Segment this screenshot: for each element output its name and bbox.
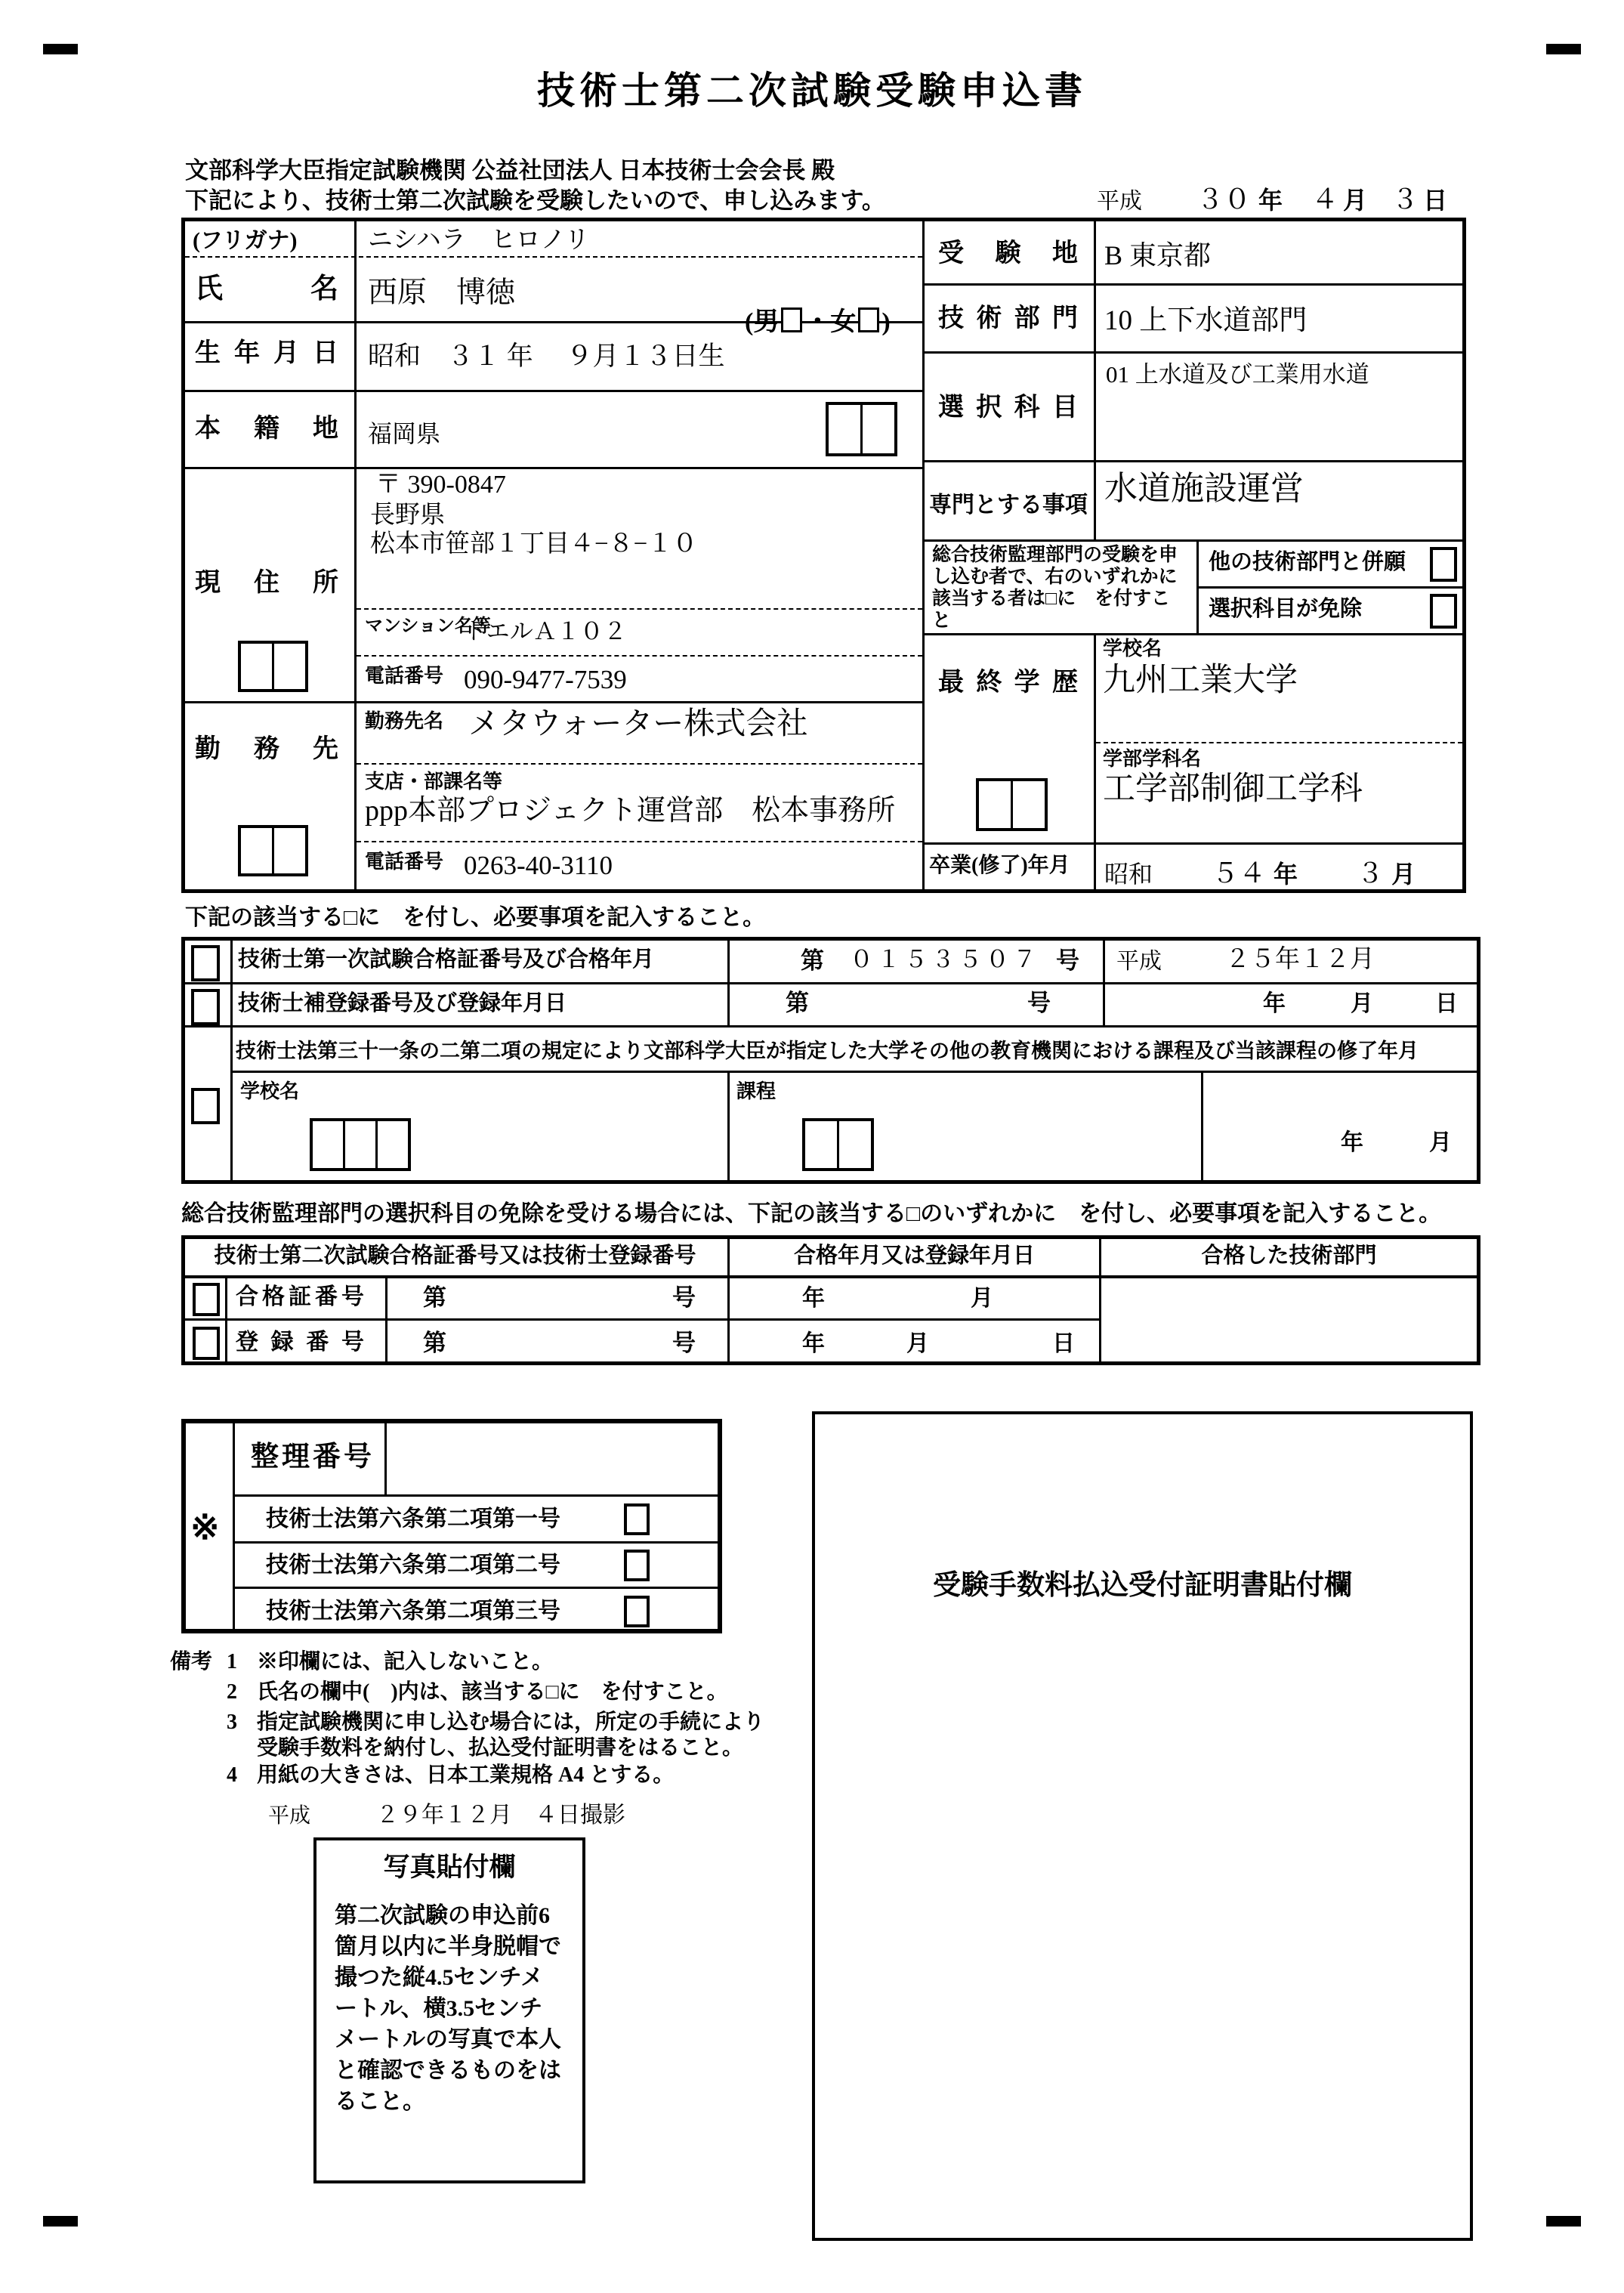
assistant-reg-checkbox (191, 989, 220, 1025)
note3-text-line2: 受験手数料を納付し、払込受付証明書をはること。 (257, 1736, 744, 1760)
graduation-year: ５４ (1212, 858, 1267, 888)
page-title: 技術士第二次試験受験申込書 (537, 70, 1087, 112)
designated-course-checkbox (191, 1088, 220, 1124)
school-value: 九州工業大学 (1103, 663, 1298, 698)
date-month: ４ (1311, 184, 1339, 215)
first-exam-no-suffix: 号 (1056, 947, 1079, 974)
pass-cert-label: 合格証番号 (236, 1284, 364, 1309)
photo-instruction-line: ートル、横3.5センチ (335, 1996, 543, 2021)
photo-date-text: ２９年１２月 ４日撮影 (376, 1803, 625, 1828)
building-label: マンション名等 (365, 617, 491, 636)
section3-instruction: 総合技術監理部門の選択科目の免除を受ける場合には、下記の該当する□のいずれかに を付し、必要事項を記入すること。 (181, 1201, 1442, 1226)
registration-no-suffix: 号 (672, 1330, 696, 1356)
gender-close: ) (881, 308, 891, 337)
gender-note (719, 278, 891, 366)
law-item3-label: 技術士法第六条第二項第三号 (266, 1599, 560, 1624)
building-value: ドエルＡ１０２ (464, 618, 627, 644)
graduation-month: ３ (1357, 858, 1385, 888)
law-item2-label: 技術士法第六条第二項第二号 (266, 1553, 560, 1578)
home-phone-value: 090-9477-7539 (464, 665, 627, 694)
branch-label: 支店・部課名等 (365, 771, 503, 793)
first-exam-checkbox (191, 945, 220, 981)
section3-col2-header: 合格年月又は登録年月日 (793, 1244, 1035, 1268)
domicile-value: 福岡県 (368, 420, 441, 447)
sogo-option1-checkbox (1430, 547, 1457, 582)
course-year-unit: 年 (1341, 1130, 1363, 1155)
first-exam-date: ２５年１２月 (1225, 946, 1375, 973)
registration-day-unit: 日 (1052, 1331, 1075, 1356)
assistant-month-unit: 月 (1351, 991, 1373, 1016)
specialty-value: 水道施設運営 (1104, 470, 1304, 507)
note1-number: 1 (227, 1650, 237, 1673)
pass-cert-year-unit: 年 (802, 1286, 825, 1311)
home-phone-label: 電話番号 (365, 665, 444, 687)
branch-value: ppp本部プロジェクト運営部 松本事務所 (365, 795, 896, 827)
exam-location-value: B 東京都 (1104, 240, 1212, 270)
section3-col1-header: 技術士第二次試験合格証番号又は技術士登録番号 (214, 1244, 696, 1268)
pass-cert-checkbox (193, 1283, 220, 1316)
photo-box-instructions (335, 1900, 561, 2117)
address-line1: 長野県 (370, 502, 445, 529)
subject-label: 選択科目 (938, 394, 1078, 422)
department-label: 学部学科名 (1103, 748, 1202, 770)
photo-instruction-line: メートルの写真で本人 (335, 2027, 561, 2052)
furigana-label: (フリガナ) (193, 228, 298, 253)
name-value: 西原 博徳 (368, 277, 516, 309)
first-exam-label: 技術士第一次試験合格証番号及び合格年月 (238, 947, 655, 972)
graduation-era: 昭和 (1104, 861, 1153, 888)
law-item1-label: 技術士法第六条第二項第一号 (266, 1507, 560, 1531)
address-label: 現住所 (195, 569, 338, 597)
address-code-box (238, 641, 308, 692)
postal-code: 〒 390-0847 (375, 471, 506, 499)
assistant-year-unit: 年 (1263, 991, 1286, 1016)
company-label: 勤務先名 (365, 710, 444, 732)
pass-cert-no-suffix: 号 (672, 1284, 696, 1311)
gender-female-label: ・女 (804, 308, 857, 337)
pass-cert-month-unit: 月 (971, 1286, 993, 1311)
assistant-reg-label: 技術士補登録番号及び登録年月日 (238, 991, 567, 1015)
section3-col3-header: 合格した技術部門 (1201, 1244, 1377, 1268)
corner-mark (1546, 44, 1581, 54)
course-month-unit: 月 (1429, 1130, 1452, 1155)
payment-certificate-label: 受験手数料払込受付証明書貼付欄 (933, 1570, 1352, 1601)
registration-month-unit: 月 (906, 1331, 929, 1356)
course-school-label: 学校名 (240, 1080, 300, 1102)
photo-instruction-line: と確認できるものをは (335, 2058, 561, 2083)
photo-date-era: 平成 (268, 1804, 311, 1828)
graduation-value (1104, 852, 1416, 891)
date-year: ３０ (1196, 184, 1252, 215)
birth-value: 昭和 ３１ 年 ９月１３日生 (368, 341, 725, 371)
note3-text-line1: 指定試験機関に申し込む場合には，所定の手続により (257, 1710, 765, 1734)
corner-mark (43, 2216, 78, 2227)
assistant-no-prefix: 第 (786, 990, 809, 1016)
exam-location-label: 受験地 (938, 239, 1078, 267)
registration-checkbox (193, 1327, 220, 1360)
address-line2: 松本市笹部１丁目４−８−１０ (370, 530, 698, 558)
graduation-year-unit: 年 (1274, 861, 1298, 888)
date-era: 平成 (1097, 189, 1142, 214)
registration-label: 登録番号 (236, 1330, 364, 1355)
gender-male-label: (男 (745, 308, 780, 337)
notes-prefix: 備考 (170, 1650, 213, 1673)
corner-mark (43, 44, 78, 54)
first-exam-number: ０１５３５０７ (850, 946, 1040, 972)
photo-box-title: 写真貼付欄 (383, 1853, 516, 1882)
law-item3-checkbox (624, 1596, 650, 1627)
photo-instruction-line: 箇月以内に半身脱帽で (335, 1934, 561, 1959)
law-item1-checkbox (624, 1503, 650, 1535)
first-exam-no-prefix: 第 (801, 947, 824, 974)
date-month-unit: 月 (1343, 187, 1368, 214)
course-code-box (802, 1118, 874, 1171)
note4-text: 用紙の大きさは、日本工業規格 A4 とする。 (257, 1763, 675, 1787)
registration-year-unit: 年 (802, 1331, 825, 1356)
first-exam-era: 平成 (1116, 949, 1162, 974)
registration-no-prefix: 第 (423, 1330, 446, 1356)
date-day: ３ (1391, 184, 1419, 215)
application-line: 下記により、技術士第二次試験を受験したいので、申し込みます。 (185, 187, 885, 214)
pass-cert-no-prefix: 第 (423, 1284, 446, 1311)
specialty-label: 専門とする事項 (929, 493, 1088, 518)
law-item2-checkbox (624, 1550, 650, 1581)
domicile-label: 本籍地 (195, 415, 338, 443)
company-value: メタウォーター株式会社 (468, 706, 808, 740)
male-checkbox (781, 307, 802, 332)
application-date (1097, 178, 1447, 217)
note1-text: ※印欄には、記入しないこと。 (257, 1650, 554, 1673)
corner-mark (1546, 2216, 1581, 2227)
photo-instruction-line: 撮つた縦4.5センチメ (335, 1965, 544, 1990)
female-checkbox (858, 307, 879, 332)
furigana-value: ニシハラ ヒロノリ (368, 227, 590, 254)
assistant-no-suffix: 号 (1027, 990, 1051, 1016)
note3-number: 3 (227, 1710, 237, 1734)
workplace-code-box (238, 825, 308, 876)
assistant-day-unit: 日 (1435, 991, 1458, 1016)
domicile-code-box (826, 402, 897, 456)
tech-division-value: 10 上下水道部門 (1104, 305, 1308, 336)
work-phone-value: 0263-40-3110 (464, 851, 613, 880)
name-label: 氏名 (195, 273, 338, 304)
note2-text: 氏名の欄中( )内は、該当する□に を付すこと。 (257, 1680, 728, 1704)
education-label: 最終学歴 (938, 669, 1078, 697)
department-value: 工学部制御工学科 (1103, 771, 1363, 807)
graduation-month-unit: 月 (1391, 861, 1416, 888)
note4-number: 4 (227, 1763, 237, 1787)
course-school-code-box (310, 1118, 411, 1171)
workplace-label: 勤務先 (195, 735, 338, 763)
serial-number-label: 整理番号 (251, 1442, 372, 1473)
course-label: 課程 (736, 1080, 776, 1102)
sogo-option2-label: 選択科目が免除 (1209, 597, 1363, 621)
note2-number: 2 (227, 1680, 237, 1704)
photo-instruction-line: 第二次試験の申込前6 (335, 1903, 550, 1928)
payment-certificate-box (812, 1411, 1473, 2241)
sogo-note: 総合技術監理部門の受験を申し込む者で、右のいずれかに該当する者は□に を付すこと (932, 545, 1178, 631)
recipient-line: 文部科学大臣指定試験機関 公益社団法人 日本技術士会会長 殿 (185, 157, 835, 184)
tech-division-label: 技術部門 (938, 304, 1078, 332)
education-code-box (976, 778, 1048, 831)
graduation-label: 卒業(修了)年月 (929, 854, 1070, 877)
date-year-unit: 年 (1258, 187, 1283, 214)
school-label: 学校名 (1103, 638, 1162, 660)
subject-value: 01 上水道及び工業用水道 (1106, 361, 1369, 388)
sogo-option2-checkbox (1430, 594, 1457, 629)
sogo-option1-label: 他の技術部門と併願 (1209, 550, 1406, 574)
date-day-unit: 日 (1423, 187, 1448, 214)
photo-instruction-line: ること。 (335, 2089, 425, 2114)
work-phone-label: 電話番号 (365, 851, 444, 873)
section2-instruction: 下記の該当する□に を付し、必要事項を記入すること。 (185, 905, 766, 930)
birth-label: 生年月日 (195, 339, 338, 367)
admin-mark: ※ (190, 1508, 220, 1547)
designated-course-heading: 技術士法第三十一条の二第二項の規定により文部科学大臣が指定した大学その他の教育機関における課程及び当該課程の修了年月 (236, 1040, 1419, 1062)
